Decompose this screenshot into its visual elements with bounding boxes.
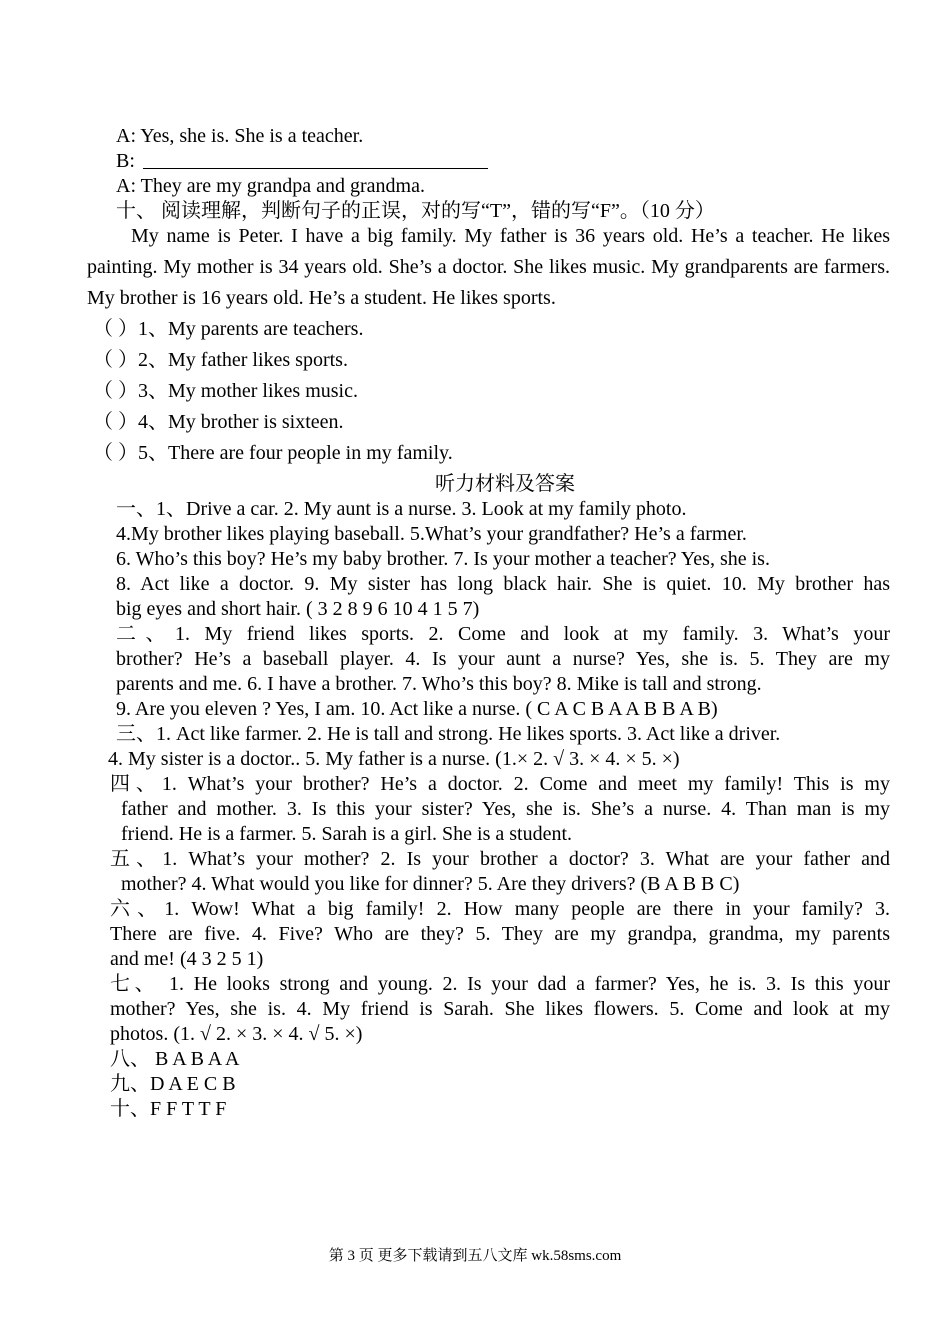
answer-line: 一、1、Drive a car. 2. My aunt is a nurse. 3. Look at my family photo. — [116, 498, 687, 520]
dialogue-line-a1: A: Yes, she is. She is a teacher. — [116, 125, 364, 147]
section10-item-1: （ ）1、My parents are teachers. — [93, 318, 364, 340]
answer-line: 4. My sister is a doctor.. 5. My father is a nurse. (1.× 2. √ 3. × 4. × 5. ×) — [108, 748, 680, 770]
section10-passage: My name is Peter. I have a big family. My father is 36 years old. He’s a teacher. He likes painting. My mother is 34 years old. She’s a doctor. She likes music. My grandparents are farmers. My brother is 16 years old. He’s a student. He likes sports. — [87, 225, 890, 309]
dialogue-b-label: B: — [116, 150, 135, 172]
answer-line: 4.My brother likes playing baseball. 5.What’s your grandfather? He’s a farmer. — [116, 523, 747, 545]
answers-heading: 听力材料及答案 — [435, 473, 575, 495]
answer-line: 八、 B A B A A — [110, 1048, 240, 1070]
answer-line: 三、1. Act like farmer. 2. He is tall and strong. He likes sports. 3. Act like a driver. — [116, 723, 781, 745]
section10-item-2: （ ）2、My father likes sports. — [93, 349, 348, 371]
answer-line: brother? He’s a baseball player. 4. Is your aunt a nurse? Yes, she is. 5. They are my — [116, 648, 890, 670]
answer-line: mother? Yes, she is. 4. My friend is Sarah. She likes flowers. 5. Come and look at my — [110, 998, 890, 1020]
answer-blank — [143, 149, 488, 169]
dialogue-line-a2: A: They are my grandpa and grandma. — [116, 175, 425, 197]
answer-line: 十、F F T T F — [110, 1098, 227, 1120]
dialogue-line-b — [116, 149, 488, 174]
answer-line: 8. Act like a doctor. 9. My sister has long black hair. She is quiet. 10. My brother has — [116, 573, 890, 595]
answer-line: 九、D A E C B — [110, 1073, 236, 1095]
answer-line: 6. Who’s this boy? He’s my baby brother. 7. Is your mother a teacher? Yes, she is. — [116, 548, 770, 570]
section10-item-4: （ ）4、My brother is sixteen. — [93, 411, 344, 433]
answer-line: 七、 1. He looks strong and young. 2. Is your dad a farmer? Yes, he is. 3. Is this your — [110, 973, 890, 995]
answer-line: mother? 4. What would you like for dinner? 5. Are they drivers? (B A B B C) — [121, 873, 740, 895]
answer-line: and me! (4 3 2 5 1) — [110, 948, 264, 970]
answer-line: 四、1. What’s your brother? He’s a doctor. 2. Come and meet my family! This is my — [110, 773, 890, 795]
section10-item-5: （ ）5、There are four people in my family. — [93, 442, 453, 464]
section10-item-3: （ ）3、My mother likes music. — [93, 380, 358, 402]
answer-line: There are five. 4. Five? Who are they? 5. They are my grandpa, grandma, my parents — [110, 923, 890, 945]
answer-line: friend. He is a farmer. 5. Sarah is a girl. She is a student. — [121, 823, 572, 845]
answer-line: 六、1. Wow! What a big family! 2. How many people are there in your family? 3. — [110, 898, 890, 920]
section10-title: 十、 阅读理解，判断句子的正误，对的写“T”，错的写“F”。（10 分） — [116, 200, 715, 222]
answer-line: big eyes and short hair. ( 3 2 8 9 6 10 4 1 5 7) — [116, 598, 480, 620]
answer-line: 五、1. What’s your mother? 2. Is your brother a doctor? 3. What are your father and — [110, 848, 890, 870]
answer-line: 二、1. My friend likes sports. 2. Come and look at my family. 3. What’s your — [116, 623, 890, 645]
answer-line: 9. Are you eleven ? Yes, I am. 10. Act like a nurse. ( C A C B A A B B A B) — [116, 698, 718, 720]
page-footer: 第 3 页 更多下载请到五八文库 wk.58sms.com — [328, 1248, 622, 1264]
answer-line: parents and me. 6. I have a brother. 7. Who’s this boy? 8. Mike is tall and strong. — [116, 673, 762, 695]
answer-line: father and mother. 3. Is this your sister? Yes, she is. She’s a nurse. 4. Than man is my — [121, 798, 890, 820]
answer-line: photos. (1. √ 2. × 3. × 4. √ 5. ×) — [110, 1023, 363, 1045]
